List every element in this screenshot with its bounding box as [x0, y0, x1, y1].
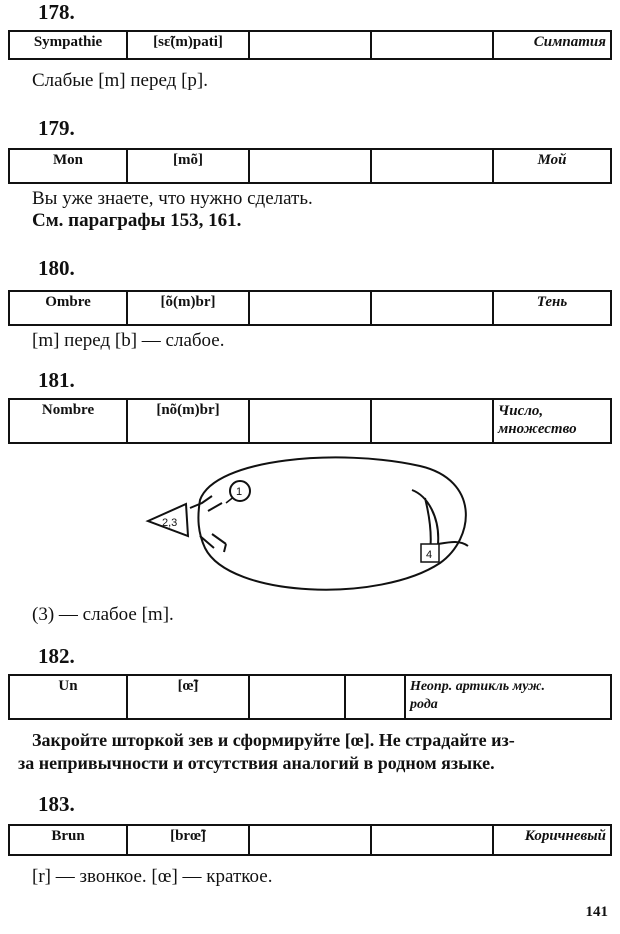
table-row-182 [8, 674, 612, 720]
mouth-outline [198, 457, 465, 589]
empty-cell [372, 292, 494, 324]
exercise-number-183: 183. [38, 792, 75, 816]
ipa-cell: [brœ̃] [128, 826, 250, 854]
ipa-cell: [õ(m)br] [128, 292, 250, 324]
page-number: 141 [585, 904, 608, 920]
upper-lip-mark [190, 496, 222, 511]
translation-line-2: множество [498, 421, 577, 437]
ipa-cell: [nõ(m)br] [128, 400, 250, 442]
empty-cell [346, 676, 406, 718]
translation-cell: Симпатия [533, 34, 606, 50]
empty-cell [250, 150, 372, 182]
note-178: Слабые [m] перед [p]. [32, 70, 208, 91]
triangle-label: 2,3 [162, 517, 178, 529]
ipa-cell: [œ̃] [128, 676, 250, 718]
ipa-cell: [mõ] [128, 150, 250, 182]
translation-line-1: Число, [498, 403, 544, 419]
word-cell: Mon [10, 150, 128, 182]
empty-cell [372, 150, 494, 182]
translation-cell [494, 400, 610, 442]
tongue-shape [412, 490, 468, 552]
empty-cell [372, 400, 494, 442]
translation-cell: Тень [536, 294, 568, 310]
empty-cell [250, 292, 372, 324]
exercise-number-182: 182. [38, 644, 75, 668]
translation-line-2: рода [410, 697, 438, 712]
word-cell: Sympathie [10, 32, 128, 58]
empty-cell [250, 676, 346, 718]
exercise-number-178: 178. [38, 0, 75, 24]
reference-179: См. параграфы 153, 161. [32, 210, 242, 231]
empty-cell [372, 32, 494, 58]
table-row-179 [8, 148, 612, 184]
word-cell: Brun [10, 826, 128, 854]
empty-cell [250, 32, 372, 58]
translation-line-1: Неопр. артикль муж. [410, 679, 545, 694]
exercise-number-179: 179. [38, 116, 75, 140]
exercise-number-181: 181. [38, 368, 75, 392]
note-181: (3) — слабое [m]. [32, 604, 174, 625]
note-182-line-1: Закройте шторкой зев и сформируйте [œ]. Не страдайте из- [32, 730, 515, 750]
table-row-183 [8, 824, 612, 856]
word-cell: Ombre [10, 292, 128, 324]
table-row-178 [8, 30, 612, 60]
translation-cell: Мой [537, 152, 567, 168]
table-row-180 [8, 290, 612, 326]
translation-cell: Коричневый [524, 828, 606, 844]
empty-cell [250, 400, 372, 442]
empty-cell [372, 826, 494, 854]
note-182-line-2: за непривычности и отсутствия аналогий в родном языке. [18, 753, 495, 773]
translation-cell [406, 676, 610, 718]
exercise-number-180: 180. [38, 256, 75, 280]
word-cell: Nombre [10, 400, 128, 442]
note-180: [m] перед [b] — слабое. [32, 330, 225, 351]
empty-cell [250, 826, 372, 854]
box-label: 4 [426, 549, 433, 561]
ipa-cell: [sɛ̃(m)pati] [128, 32, 250, 58]
table-row-181 [8, 398, 612, 444]
word-cell: Un [10, 676, 128, 718]
circle-label: 1 [236, 486, 243, 498]
mouth-diagram [0, 448, 620, 598]
note-179: Вы уже знаете, что нужно сделать. [32, 188, 313, 209]
note-183: [r] — звонкое. [œ] — краткое. [32, 866, 273, 887]
